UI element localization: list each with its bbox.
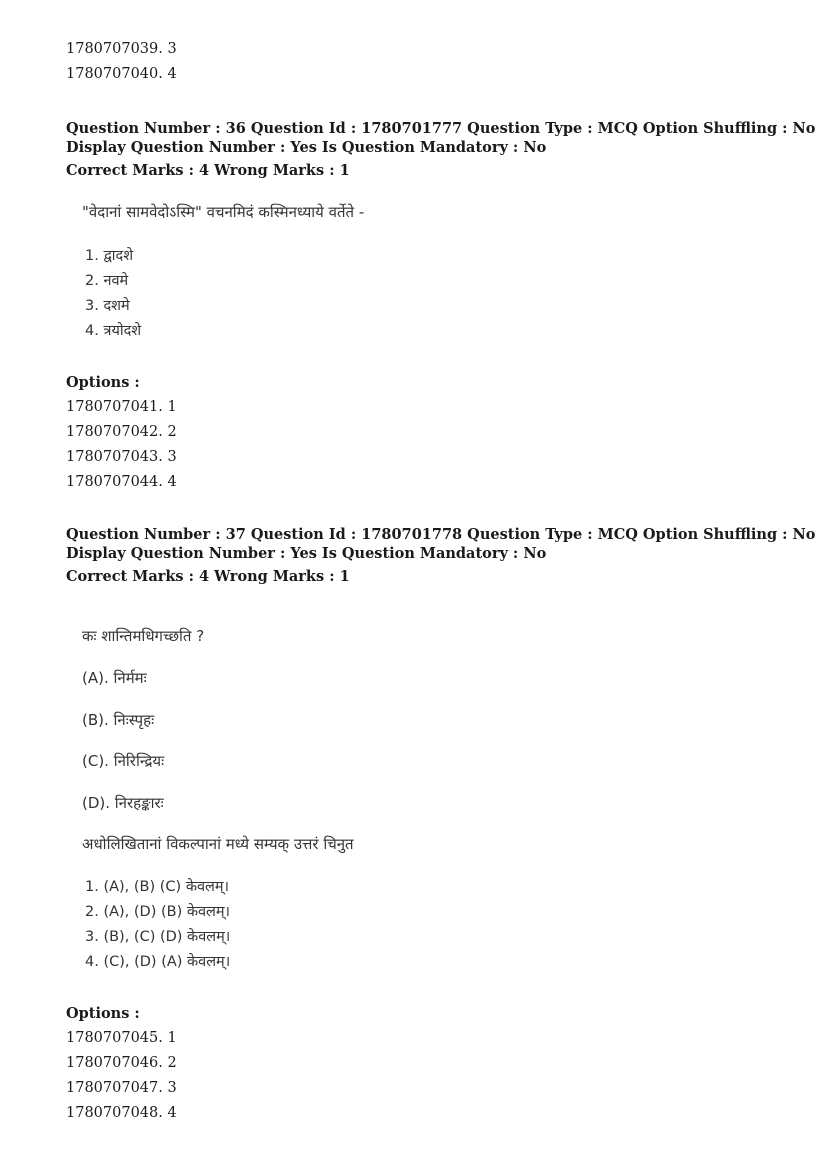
question-meta-line: Question Number : 37 Question Id : 1780701778 Question Type : MCQ Option Shuffling : No xyxy=(66,526,816,543)
option-row xyxy=(66,423,177,441)
option-number: 2 xyxy=(167,424,177,440)
option-id: 1780707046. xyxy=(66,1055,163,1071)
option-row xyxy=(66,40,177,58)
option-row xyxy=(66,398,177,416)
option-id: 1780707044. xyxy=(66,474,163,490)
option-row xyxy=(66,1104,177,1122)
answer-choice: 4. त्रयोदशे xyxy=(85,323,142,339)
answer-choice: 3. (B), (C) (D) केवलम्। xyxy=(85,929,231,945)
option-id: 1780707043. xyxy=(66,449,163,465)
option-row xyxy=(66,1054,177,1072)
options-label: Options : xyxy=(66,1005,140,1022)
question-marks: Correct Marks : 4 Wrong Marks : 1 xyxy=(66,568,350,585)
option-row xyxy=(66,65,177,83)
option-id: 1780707040. xyxy=(66,66,163,82)
answer-choice: 3. दशमे xyxy=(85,298,130,314)
option-id: 1780707047. xyxy=(66,1080,163,1096)
option-id: 1780707041. xyxy=(66,399,163,415)
statement-item: (C). निरिन्द्रियः xyxy=(82,752,165,770)
option-number: 4 xyxy=(167,1105,177,1121)
statement-item: (B). निःस्पृहः xyxy=(82,711,155,729)
question-text: "वेदानां सामवेदोऽस्मि" वचनमिदं कस्मिनध्याये वर्तेते - xyxy=(82,203,365,221)
option-number: 1 xyxy=(167,1030,177,1046)
statement-item: (D). निरहङ्कारः xyxy=(82,794,164,812)
option-row xyxy=(66,473,177,491)
option-row xyxy=(66,1029,177,1047)
answer-choice: 4. (C), (D) (A) केवलम्। xyxy=(85,954,231,970)
statement-item: (A). निर्ममः xyxy=(82,669,147,687)
question-meta-line: Display Question Number : Yes Is Question Mandatory : No xyxy=(66,545,547,562)
option-id: 1780707048. xyxy=(66,1105,163,1121)
answer-choice: 2. नवमे xyxy=(85,273,129,289)
question-marks: Correct Marks : 4 Wrong Marks : 1 xyxy=(66,162,350,179)
option-number: 4 xyxy=(167,474,177,490)
option-number: 3 xyxy=(167,1080,177,1096)
question-meta-line: Display Question Number : Yes Is Question Mandatory : No xyxy=(66,139,547,156)
answer-choice: 2. (A), (D) (B) केवलम्। xyxy=(85,904,231,920)
question-meta-line: Question Number : 36 Question Id : 1780701777 Question Type : MCQ Option Shuffling : No xyxy=(66,120,816,137)
option-id: 1780707039. xyxy=(66,41,163,57)
option-row xyxy=(66,1079,177,1097)
question-instruction: अधोलिखितानां विकल्पानां मध्ये सम्यक् उत्तरं चिनुत xyxy=(82,835,354,853)
option-number: 2 xyxy=(167,1055,177,1071)
option-number: 3 xyxy=(167,449,177,465)
question-text: कः शान्तिमधिगच्छति ? xyxy=(82,627,205,645)
options-label: Options : xyxy=(66,374,140,391)
option-number: 4 xyxy=(167,66,177,82)
option-id: 1780707045. xyxy=(66,1030,163,1046)
answer-choice: 1. द्वादशे xyxy=(85,248,134,264)
option-row xyxy=(66,448,177,466)
option-number: 1 xyxy=(167,399,177,415)
option-id: 1780707042. xyxy=(66,424,163,440)
answer-choice: 1. (A), (B) (C) केवलम्। xyxy=(85,879,230,895)
option-number: 3 xyxy=(167,41,177,57)
